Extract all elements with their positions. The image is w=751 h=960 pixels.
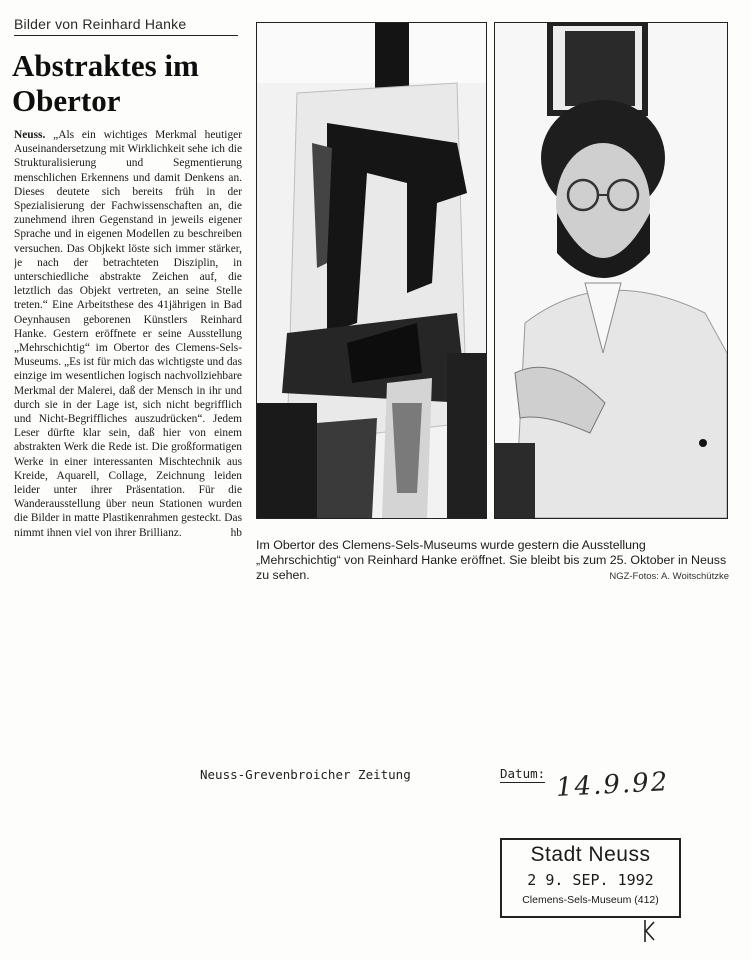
- artist-portrait-photo: [494, 22, 728, 519]
- archive-stamp: [500, 838, 681, 918]
- stamp-city: Stadt Neuss: [530, 843, 651, 866]
- article-body: [14, 128, 242, 690]
- photo-caption: Im Obertor des Clemens-Sels-Museums wurde gestern die Ausstellung „Mehrschichtig“ von Reinhard Hanke eröffnet. Sie bleibt bis zum 25. Oktober in Neuss zu sehen.: [256, 538, 727, 582]
- stamp-date: 2 9. SEP. 1992: [527, 871, 654, 889]
- article-kicker: Bilder von Reinhard Hanke: [14, 16, 238, 36]
- handwritten-date: 14.9.92: [555, 767, 670, 803]
- photo-credit: NGZ-Fotos: A. Woitschützke: [609, 571, 729, 582]
- stamp-institution: Clemens-Sels-Museum (412): [522, 894, 659, 906]
- date-label: Datum:: [500, 766, 546, 781]
- article-headline: Abstraktes im Obertor: [12, 48, 199, 118]
- painting-photo: [256, 22, 487, 519]
- abstract-painting-image: [257, 23, 486, 518]
- handwritten-initial-mark: [642, 918, 656, 944]
- article-author: hb: [230, 526, 242, 539]
- artist-portrait-image: [495, 23, 727, 518]
- article-text: „Als ein wichtiges Merkmal heutiger Auseinandersetzung mit Wirklichkeit sehe ich die Strukturalisierung und Segmentierung menschlichen Erkennens und damit Denkens an. Dieses deutete sich bereits früh in der Spezialisierung der Fachwissenschaften an, die zunehmend ihren Gegenstand in jeweils eigener Sprache und in eigenen Modellen zu beschreiben versuchen. Das Objkekt löste sich immer stärker, je nach der betrachteten Disziplin, in unterschiedliche abstrakte Zeichen auf, die letztlich das Objekt vertreten, an seine Stelle treten.“ Eine Arbeitsthese des 41jährigen in Bad Oeynhausen geborenen Künstlers Reinhard Hanke. Gestern eröffnete er seine Ausstellung „Mehrschichtig“ im Obertor des Clemens-Sels-Museums. „Es ist für mich das wichtigste und das einzige im wesentlichen logisch nachvollziehbare Merkmal der Malerei, daß der Mensch in ihr und durch sie in der Lage ist, sich nicht begrifflich und Nicht-Begriffliches auszudrücken“. Jedem Leser dürfte klar sein, daß hier von einem abstrakten Werk die Rede ist. Die großformatigen Werke in einer interessanten Mischtechnik aus Kreide, Aquarell, Collage, Zeichnung leiden leider unter ihrer Präsentation. Für die Wanderausstellung über neun Stationen wurden die Bilder in matte Plastikenrahmen gesteckt. Das nimmt ihnen viel von ihrer Brillianz.: [14, 129, 242, 539]
- article-dateline: Neuss.: [14, 129, 46, 141]
- newspaper-source: Neuss-Grevenbroicher Zeitung: [200, 767, 411, 782]
